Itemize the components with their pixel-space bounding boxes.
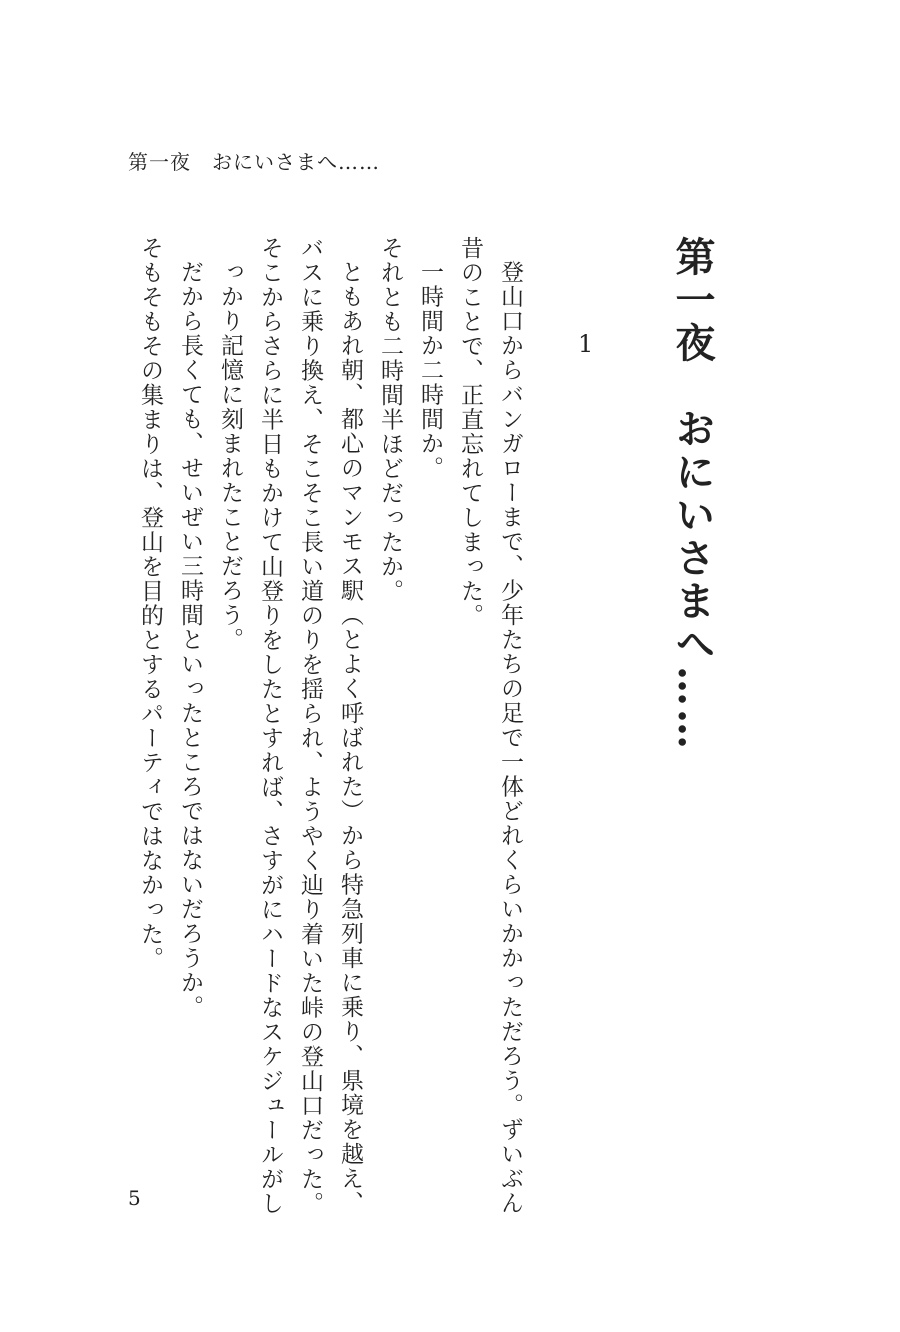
section-number: 1: [578, 330, 594, 358]
body-line: それとも二時間半ほどだったか。: [377, 236, 403, 604]
body-text: [130, 236, 530, 1216]
body-line: 昔のことで、正直忘れてしまった。: [457, 236, 483, 628]
chapter-title: 第一夜 おにいさまへ……: [669, 236, 716, 752]
body-line: っかり記憶に刻まれたことだろう。: [217, 260, 243, 652]
body-line: 一時間か二時間か。: [417, 260, 443, 481]
page-number: 5: [128, 1186, 141, 1210]
body-line: 登山口からバンガローまで、少年たちの足で一体どれくらいかかっただろう。ずいぶん: [497, 260, 523, 1216]
body-line: そもそもその集まりは、登山を目的とするパーティではなかった。: [137, 236, 163, 971]
body-line: ともあれ朝、都心のマンモス駅（とよく呼ばれた）から特急列車に乗り、県境を越え、: [337, 260, 363, 1216]
running-head: 第一夜 おにいさまへ……: [128, 150, 380, 174]
body-line: バスに乗り換え、そこそこ長い道のりを揺られ、ようやく辿り着いた峠の登山口だった。: [297, 236, 323, 1216]
body-line: そこからさらに半日もかけて山登りをしたとすれば、さすがにハードなスケジュールがし: [257, 236, 283, 1216]
body-line: だから長くても、せいぜい三時間といったところではないだろうか。: [177, 260, 203, 1020]
